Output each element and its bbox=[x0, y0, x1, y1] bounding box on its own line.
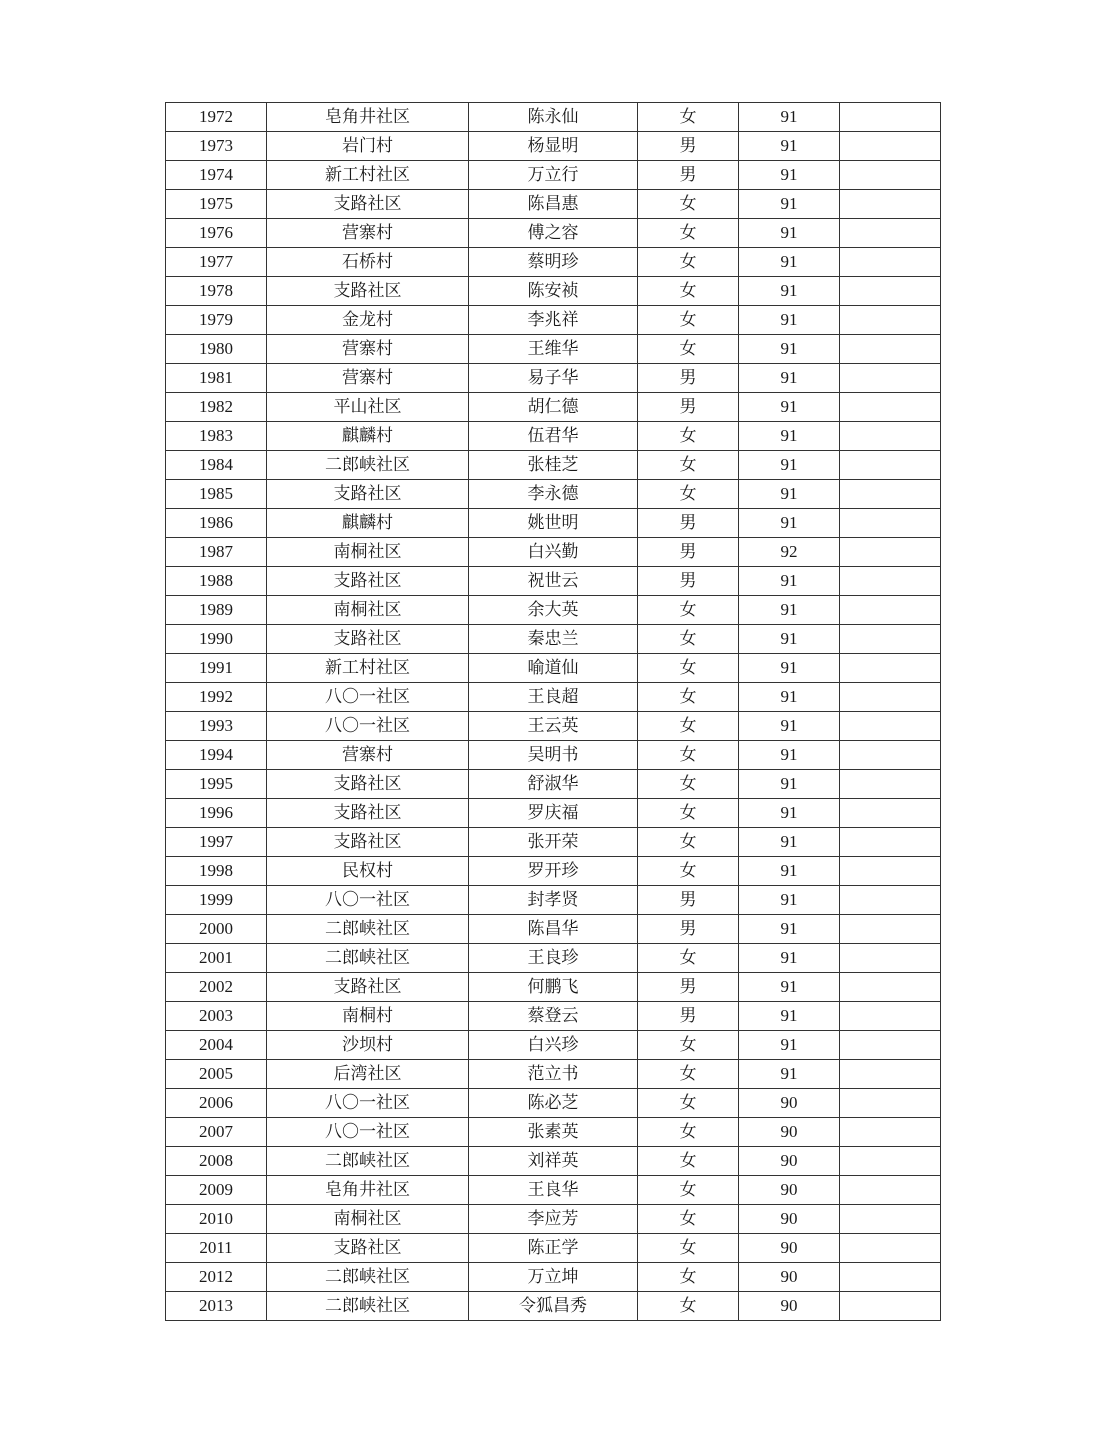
address-cell: 支路社区 bbox=[267, 190, 469, 219]
table-row bbox=[166, 567, 941, 596]
table-row bbox=[166, 1118, 941, 1147]
gender-cell: 女 bbox=[638, 103, 739, 132]
name-cell: 何鹏飞 bbox=[469, 973, 638, 1002]
table-row bbox=[166, 741, 941, 770]
address-cell: 营寨村 bbox=[267, 364, 469, 393]
address-cell: 八〇一社区 bbox=[267, 1089, 469, 1118]
row-number-cell: 1985 bbox=[166, 480, 267, 509]
table-row bbox=[166, 915, 941, 944]
name-cell: 杨显明 bbox=[469, 132, 638, 161]
address-cell: 皂角井社区 bbox=[267, 1176, 469, 1205]
name-cell: 傅之容 bbox=[469, 219, 638, 248]
age-cell: 91 bbox=[739, 625, 840, 654]
gender-cell: 女 bbox=[638, 1118, 739, 1147]
row-number-cell: 2013 bbox=[166, 1292, 267, 1321]
table-row bbox=[166, 1002, 941, 1031]
table-row bbox=[166, 625, 941, 654]
gender-cell: 女 bbox=[638, 828, 739, 857]
name-cell: 白兴珍 bbox=[469, 1031, 638, 1060]
row-number-cell: 1975 bbox=[166, 190, 267, 219]
name-cell: 姚世明 bbox=[469, 509, 638, 538]
table-row bbox=[166, 335, 941, 364]
age-cell: 90 bbox=[739, 1147, 840, 1176]
gender-cell: 男 bbox=[638, 161, 739, 190]
row-number-cell: 1990 bbox=[166, 625, 267, 654]
name-cell: 罗开珍 bbox=[469, 857, 638, 886]
name-cell: 万立坤 bbox=[469, 1263, 638, 1292]
address-cell: 民权村 bbox=[267, 857, 469, 886]
age-cell: 91 bbox=[739, 886, 840, 915]
roster-body bbox=[166, 103, 941, 1321]
gender-cell: 男 bbox=[638, 567, 739, 596]
name-cell: 王良超 bbox=[469, 683, 638, 712]
remark-cell bbox=[840, 1002, 941, 1031]
remark-cell bbox=[840, 480, 941, 509]
remark-cell bbox=[840, 625, 941, 654]
gender-cell: 男 bbox=[638, 538, 739, 567]
age-cell: 90 bbox=[739, 1205, 840, 1234]
table-row bbox=[166, 277, 941, 306]
table-row bbox=[166, 596, 941, 625]
age-cell: 91 bbox=[739, 132, 840, 161]
table-row bbox=[166, 857, 941, 886]
address-cell: 石桥村 bbox=[267, 248, 469, 277]
gender-cell: 女 bbox=[638, 1205, 739, 1234]
remark-cell bbox=[840, 596, 941, 625]
address-cell: 营寨村 bbox=[267, 335, 469, 364]
table-row bbox=[166, 1031, 941, 1060]
name-cell: 舒淑华 bbox=[469, 770, 638, 799]
name-cell: 陈昌华 bbox=[469, 915, 638, 944]
name-cell: 陈永仙 bbox=[469, 103, 638, 132]
table-row bbox=[166, 683, 941, 712]
age-cell: 91 bbox=[739, 480, 840, 509]
age-cell: 91 bbox=[739, 248, 840, 277]
remark-cell bbox=[840, 509, 941, 538]
address-cell: 平山社区 bbox=[267, 393, 469, 422]
address-cell: 支路社区 bbox=[267, 277, 469, 306]
address-cell: 二郎峡社区 bbox=[267, 915, 469, 944]
gender-cell: 女 bbox=[638, 335, 739, 364]
remark-cell bbox=[840, 799, 941, 828]
gender-cell: 女 bbox=[638, 219, 739, 248]
gender-cell: 女 bbox=[638, 1060, 739, 1089]
gender-cell: 女 bbox=[638, 248, 739, 277]
address-cell: 支路社区 bbox=[267, 770, 469, 799]
remark-cell bbox=[840, 944, 941, 973]
name-cell: 陈昌惠 bbox=[469, 190, 638, 219]
address-cell: 二郎峡社区 bbox=[267, 1292, 469, 1321]
name-cell: 李永德 bbox=[469, 480, 638, 509]
remark-cell bbox=[840, 451, 941, 480]
address-cell: 沙坝村 bbox=[267, 1031, 469, 1060]
age-cell: 91 bbox=[739, 654, 840, 683]
name-cell: 陈必芝 bbox=[469, 1089, 638, 1118]
row-number-cell: 1993 bbox=[166, 712, 267, 741]
address-cell: 八〇一社区 bbox=[267, 683, 469, 712]
table-row bbox=[166, 103, 941, 132]
gender-cell: 女 bbox=[638, 654, 739, 683]
name-cell: 秦忠兰 bbox=[469, 625, 638, 654]
row-number-cell: 1976 bbox=[166, 219, 267, 248]
remark-cell bbox=[840, 828, 941, 857]
name-cell: 封孝贤 bbox=[469, 886, 638, 915]
remark-cell bbox=[840, 567, 941, 596]
age-cell: 91 bbox=[739, 857, 840, 886]
remark-cell bbox=[840, 335, 941, 364]
address-cell: 皂角井社区 bbox=[267, 103, 469, 132]
remark-cell bbox=[840, 1089, 941, 1118]
age-cell: 91 bbox=[739, 422, 840, 451]
gender-cell: 女 bbox=[638, 857, 739, 886]
age-cell: 92 bbox=[739, 538, 840, 567]
row-number-cell: 2000 bbox=[166, 915, 267, 944]
row-number-cell: 1982 bbox=[166, 393, 267, 422]
row-number-cell: 2008 bbox=[166, 1147, 267, 1176]
address-cell: 麒麟村 bbox=[267, 509, 469, 538]
gender-cell: 女 bbox=[638, 1031, 739, 1060]
row-number-cell: 2010 bbox=[166, 1205, 267, 1234]
age-cell: 91 bbox=[739, 1031, 840, 1060]
remark-cell bbox=[840, 306, 941, 335]
remark-cell bbox=[840, 219, 941, 248]
name-cell: 张素英 bbox=[469, 1118, 638, 1147]
gender-cell: 女 bbox=[638, 277, 739, 306]
gender-cell: 女 bbox=[638, 1292, 739, 1321]
gender-cell: 女 bbox=[638, 190, 739, 219]
address-cell: 南桐村 bbox=[267, 1002, 469, 1031]
row-number-cell: 1986 bbox=[166, 509, 267, 538]
row-number-cell: 1973 bbox=[166, 132, 267, 161]
name-cell: 余大英 bbox=[469, 596, 638, 625]
remark-cell bbox=[840, 248, 941, 277]
gender-cell: 男 bbox=[638, 132, 739, 161]
address-cell: 二郎峡社区 bbox=[267, 944, 469, 973]
address-cell: 支路社区 bbox=[267, 799, 469, 828]
row-number-cell: 1994 bbox=[166, 741, 267, 770]
name-cell: 伍君华 bbox=[469, 422, 638, 451]
age-cell: 91 bbox=[739, 683, 840, 712]
name-cell: 万立行 bbox=[469, 161, 638, 190]
name-cell: 王云英 bbox=[469, 712, 638, 741]
gender-cell: 男 bbox=[638, 1002, 739, 1031]
gender-cell: 女 bbox=[638, 480, 739, 509]
gender-cell: 男 bbox=[638, 886, 739, 915]
table-row bbox=[166, 1292, 941, 1321]
name-cell: 张桂芝 bbox=[469, 451, 638, 480]
age-cell: 90 bbox=[739, 1176, 840, 1205]
age-cell: 91 bbox=[739, 335, 840, 364]
row-number-cell: 2006 bbox=[166, 1089, 267, 1118]
address-cell: 支路社区 bbox=[267, 828, 469, 857]
remark-cell bbox=[840, 277, 941, 306]
age-cell: 91 bbox=[739, 944, 840, 973]
remark-cell bbox=[840, 1176, 941, 1205]
gender-cell: 女 bbox=[638, 422, 739, 451]
name-cell: 刘祥英 bbox=[469, 1147, 638, 1176]
gender-cell: 女 bbox=[638, 451, 739, 480]
row-number-cell: 2004 bbox=[166, 1031, 267, 1060]
age-cell: 91 bbox=[739, 277, 840, 306]
table-row bbox=[166, 1147, 941, 1176]
age-cell: 90 bbox=[739, 1263, 840, 1292]
address-cell: 八〇一社区 bbox=[267, 886, 469, 915]
table-row bbox=[166, 509, 941, 538]
name-cell: 白兴勤 bbox=[469, 538, 638, 567]
table-row bbox=[166, 712, 941, 741]
name-cell: 张开荣 bbox=[469, 828, 638, 857]
row-number-cell: 1980 bbox=[166, 335, 267, 364]
row-number-cell: 1978 bbox=[166, 277, 267, 306]
name-cell: 蔡登云 bbox=[469, 1002, 638, 1031]
address-cell: 八〇一社区 bbox=[267, 712, 469, 741]
name-cell: 易子华 bbox=[469, 364, 638, 393]
name-cell: 罗庆福 bbox=[469, 799, 638, 828]
age-cell: 91 bbox=[739, 741, 840, 770]
age-cell: 91 bbox=[739, 712, 840, 741]
gender-cell: 女 bbox=[638, 625, 739, 654]
name-cell: 王维华 bbox=[469, 335, 638, 364]
gender-cell: 女 bbox=[638, 596, 739, 625]
table-row bbox=[166, 480, 941, 509]
gender-cell: 女 bbox=[638, 944, 739, 973]
remark-cell bbox=[840, 857, 941, 886]
row-number-cell: 1988 bbox=[166, 567, 267, 596]
gender-cell: 男 bbox=[638, 915, 739, 944]
address-cell: 支路社区 bbox=[267, 1234, 469, 1263]
address-cell: 新工村社区 bbox=[267, 654, 469, 683]
name-cell: 令狐昌秀 bbox=[469, 1292, 638, 1321]
remark-cell bbox=[840, 1292, 941, 1321]
address-cell: 南桐社区 bbox=[267, 596, 469, 625]
gender-cell: 女 bbox=[638, 1089, 739, 1118]
gender-cell: 女 bbox=[638, 1147, 739, 1176]
name-cell: 范立书 bbox=[469, 1060, 638, 1089]
remark-cell bbox=[840, 190, 941, 219]
table-row bbox=[166, 219, 941, 248]
remark-cell bbox=[840, 1234, 941, 1263]
address-cell: 南桐社区 bbox=[267, 538, 469, 567]
row-number-cell: 2009 bbox=[166, 1176, 267, 1205]
row-number-cell: 1992 bbox=[166, 683, 267, 712]
remark-cell bbox=[840, 1205, 941, 1234]
remark-cell bbox=[840, 886, 941, 915]
table-row bbox=[166, 132, 941, 161]
table-row bbox=[166, 1263, 941, 1292]
remark-cell bbox=[840, 973, 941, 1002]
gender-cell: 女 bbox=[638, 306, 739, 335]
row-number-cell: 2005 bbox=[166, 1060, 267, 1089]
gender-cell: 女 bbox=[638, 712, 739, 741]
remark-cell bbox=[840, 1118, 941, 1147]
remark-cell bbox=[840, 161, 941, 190]
name-cell: 吴明书 bbox=[469, 741, 638, 770]
row-number-cell: 1998 bbox=[166, 857, 267, 886]
table-row bbox=[166, 770, 941, 799]
roster-table bbox=[165, 102, 941, 1321]
row-number-cell: 1972 bbox=[166, 103, 267, 132]
age-cell: 91 bbox=[739, 973, 840, 1002]
address-cell: 金龙村 bbox=[267, 306, 469, 335]
gender-cell: 女 bbox=[638, 770, 739, 799]
row-number-cell: 1987 bbox=[166, 538, 267, 567]
name-cell: 陈正学 bbox=[469, 1234, 638, 1263]
address-cell: 支路社区 bbox=[267, 567, 469, 596]
age-cell: 91 bbox=[739, 770, 840, 799]
table-row bbox=[166, 973, 941, 1002]
table-row bbox=[166, 393, 941, 422]
address-cell: 二郎峡社区 bbox=[267, 1147, 469, 1176]
gender-cell: 男 bbox=[638, 973, 739, 1002]
address-cell: 八〇一社区 bbox=[267, 1118, 469, 1147]
address-cell: 二郎峡社区 bbox=[267, 451, 469, 480]
address-cell: 麒麟村 bbox=[267, 422, 469, 451]
age-cell: 91 bbox=[739, 567, 840, 596]
row-number-cell: 1984 bbox=[166, 451, 267, 480]
table-row bbox=[166, 1060, 941, 1089]
row-number-cell: 2003 bbox=[166, 1002, 267, 1031]
table-row bbox=[166, 1205, 941, 1234]
remark-cell bbox=[840, 741, 941, 770]
age-cell: 91 bbox=[739, 799, 840, 828]
gender-cell: 女 bbox=[638, 1263, 739, 1292]
remark-cell bbox=[840, 393, 941, 422]
table-row bbox=[166, 828, 941, 857]
address-cell: 营寨村 bbox=[267, 741, 469, 770]
age-cell: 91 bbox=[739, 1060, 840, 1089]
table-row bbox=[166, 306, 941, 335]
row-number-cell: 1979 bbox=[166, 306, 267, 335]
row-number-cell: 1991 bbox=[166, 654, 267, 683]
table-row bbox=[166, 364, 941, 393]
row-number-cell: 1983 bbox=[166, 422, 267, 451]
name-cell: 王良华 bbox=[469, 1176, 638, 1205]
gender-cell: 男 bbox=[638, 393, 739, 422]
remark-cell bbox=[840, 712, 941, 741]
remark-cell bbox=[840, 915, 941, 944]
table-row bbox=[166, 799, 941, 828]
address-cell: 支路社区 bbox=[267, 973, 469, 1002]
remark-cell bbox=[840, 103, 941, 132]
name-cell: 祝世云 bbox=[469, 567, 638, 596]
gender-cell: 女 bbox=[638, 1234, 739, 1263]
age-cell: 90 bbox=[739, 1118, 840, 1147]
age-cell: 91 bbox=[739, 596, 840, 625]
age-cell: 91 bbox=[739, 393, 840, 422]
age-cell: 91 bbox=[739, 915, 840, 944]
age-cell: 91 bbox=[739, 161, 840, 190]
name-cell: 王良珍 bbox=[469, 944, 638, 973]
address-cell: 新工村社区 bbox=[267, 161, 469, 190]
row-number-cell: 1981 bbox=[166, 364, 267, 393]
remark-cell bbox=[840, 1031, 941, 1060]
row-number-cell: 1996 bbox=[166, 799, 267, 828]
age-cell: 91 bbox=[739, 509, 840, 538]
name-cell: 胡仁德 bbox=[469, 393, 638, 422]
name-cell: 喻道仙 bbox=[469, 654, 638, 683]
age-cell: 91 bbox=[739, 190, 840, 219]
remark-cell bbox=[840, 1147, 941, 1176]
row-number-cell: 2002 bbox=[166, 973, 267, 1002]
address-cell: 支路社区 bbox=[267, 625, 469, 654]
address-cell: 支路社区 bbox=[267, 480, 469, 509]
row-number-cell: 1995 bbox=[166, 770, 267, 799]
name-cell: 李应芳 bbox=[469, 1205, 638, 1234]
remark-cell bbox=[840, 538, 941, 567]
row-number-cell: 1989 bbox=[166, 596, 267, 625]
name-cell: 陈安祯 bbox=[469, 277, 638, 306]
table-row bbox=[166, 538, 941, 567]
age-cell: 90 bbox=[739, 1234, 840, 1263]
gender-cell: 女 bbox=[638, 1176, 739, 1205]
table-row bbox=[166, 654, 941, 683]
address-cell: 岩门村 bbox=[267, 132, 469, 161]
gender-cell: 女 bbox=[638, 799, 739, 828]
gender-cell: 男 bbox=[638, 509, 739, 538]
table-row bbox=[166, 1176, 941, 1205]
table-row bbox=[166, 161, 941, 190]
table-row bbox=[166, 451, 941, 480]
row-number-cell: 1974 bbox=[166, 161, 267, 190]
age-cell: 91 bbox=[739, 451, 840, 480]
row-number-cell: 1977 bbox=[166, 248, 267, 277]
row-number-cell: 2007 bbox=[166, 1118, 267, 1147]
row-number-cell: 2011 bbox=[166, 1234, 267, 1263]
row-number-cell: 1997 bbox=[166, 828, 267, 857]
address-cell: 南桐社区 bbox=[267, 1205, 469, 1234]
table-row bbox=[166, 190, 941, 219]
remark-cell bbox=[840, 1263, 941, 1292]
gender-cell: 女 bbox=[638, 683, 739, 712]
age-cell: 91 bbox=[739, 364, 840, 393]
row-number-cell: 2012 bbox=[166, 1263, 267, 1292]
row-number-cell: 2001 bbox=[166, 944, 267, 973]
age-cell: 91 bbox=[739, 103, 840, 132]
remark-cell bbox=[840, 364, 941, 393]
name-cell: 蔡明珍 bbox=[469, 248, 638, 277]
table-row bbox=[166, 1234, 941, 1263]
table-row bbox=[166, 248, 941, 277]
address-cell: 后湾社区 bbox=[267, 1060, 469, 1089]
address-cell: 二郎峡社区 bbox=[267, 1263, 469, 1292]
address-cell: 营寨村 bbox=[267, 219, 469, 248]
row-number-cell: 1999 bbox=[166, 886, 267, 915]
table-row bbox=[166, 422, 941, 451]
remark-cell bbox=[840, 132, 941, 161]
age-cell: 91 bbox=[739, 306, 840, 335]
remark-cell bbox=[840, 770, 941, 799]
remark-cell bbox=[840, 1060, 941, 1089]
remark-cell bbox=[840, 422, 941, 451]
age-cell: 91 bbox=[739, 828, 840, 857]
table-row bbox=[166, 944, 941, 973]
table-row bbox=[166, 886, 941, 915]
gender-cell: 男 bbox=[638, 364, 739, 393]
table-row bbox=[166, 1089, 941, 1118]
age-cell: 90 bbox=[739, 1089, 840, 1118]
gender-cell: 女 bbox=[638, 741, 739, 770]
name-cell: 李兆祥 bbox=[469, 306, 638, 335]
remark-cell bbox=[840, 654, 941, 683]
remark-cell bbox=[840, 683, 941, 712]
age-cell: 91 bbox=[739, 1002, 840, 1031]
age-cell: 90 bbox=[739, 1292, 840, 1321]
age-cell: 91 bbox=[739, 219, 840, 248]
